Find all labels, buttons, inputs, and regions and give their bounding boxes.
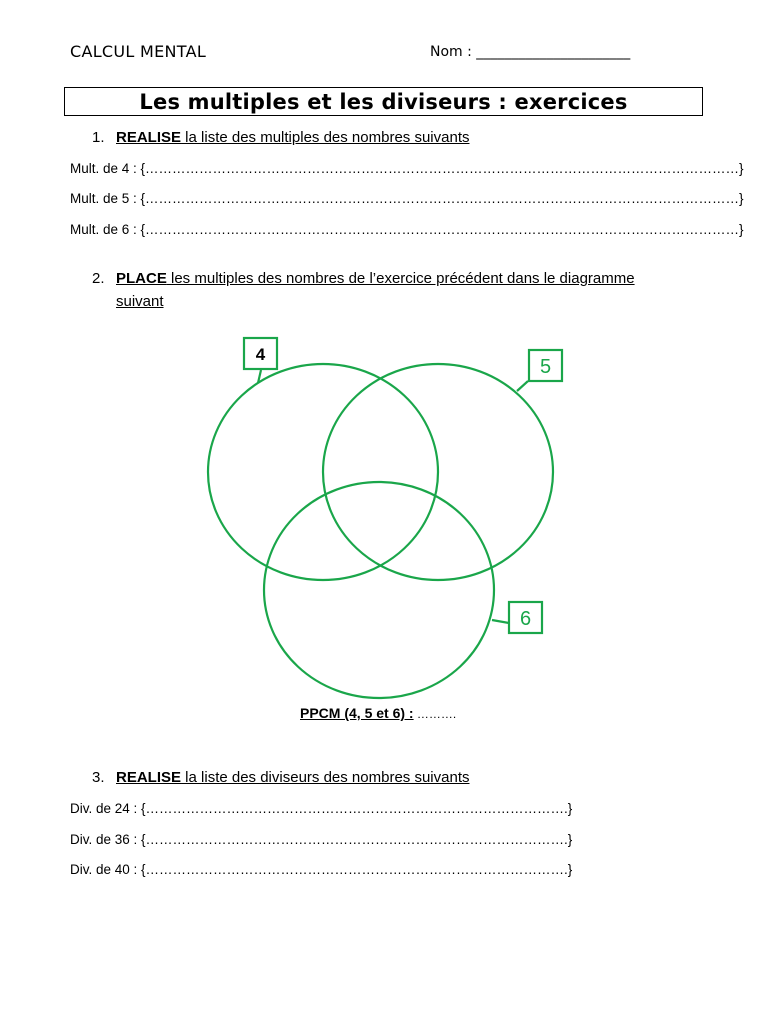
div-36-line[interactable]: Div. de 36 : {………………………………………………………………………………….} [70,832,573,847]
exercise-2-body: les multiples des nombres de l’exercice précédent dans le diagramme [166,270,635,287]
mult-4-line[interactable]: Mult. de 4 : {……………………………………………………………………………………………………………………} [70,161,744,176]
page-title-text: Les multiples et les diviseurs : exercices [139,89,628,114]
exercise-3-body: la liste des diviseurs des nombres suivants [181,769,470,786]
name-field[interactable]: Nom : ______________________ [430,44,631,60]
venn-label-6: 6 [519,608,532,630]
mult-6-line[interactable]: Mult. de 6 : {……………………………………………………………………………………………………………………} [70,222,744,237]
exercise-1-number: 1. [92,129,105,146]
exercise-3-text [116,769,469,786]
div-40-line[interactable]: Div. de 40 : {………………………………………………………………………………….} [70,862,573,877]
venn-connector-6 [492,620,509,623]
venn-label-5: 5 [539,356,552,378]
exercise-2-text-line-2: suivant [116,293,164,310]
exercise-2-keyword: PLACE [116,270,167,287]
exercise-3-keyword: REALISE [116,769,182,786]
exercise-3-number: 3. [92,769,105,786]
div-24-line[interactable]: Div. de 24 : {………………………………………………………………………………….} [70,801,573,816]
ppcm-answer[interactable]: ………. [413,707,457,721]
mult-5-line[interactable]: Mult. de 5 : {……………………………………………………………………………………………………………………} [70,191,744,206]
ppcm-line[interactable] [300,705,456,721]
venn-circle-6 [264,482,494,698]
subject-heading: CALCUL MENTAL [70,42,207,61]
ppcm-label: PPCM (4, 5 et 6) : [300,705,414,721]
exercise-2-number: 2. [92,270,105,287]
exercise-1-keyword: REALISE [116,129,182,146]
exercise-1-body: la liste des multiples des nombres suivants [181,129,470,146]
venn-connector-5 [517,381,528,391]
venn-label-4: 4 [255,345,266,364]
